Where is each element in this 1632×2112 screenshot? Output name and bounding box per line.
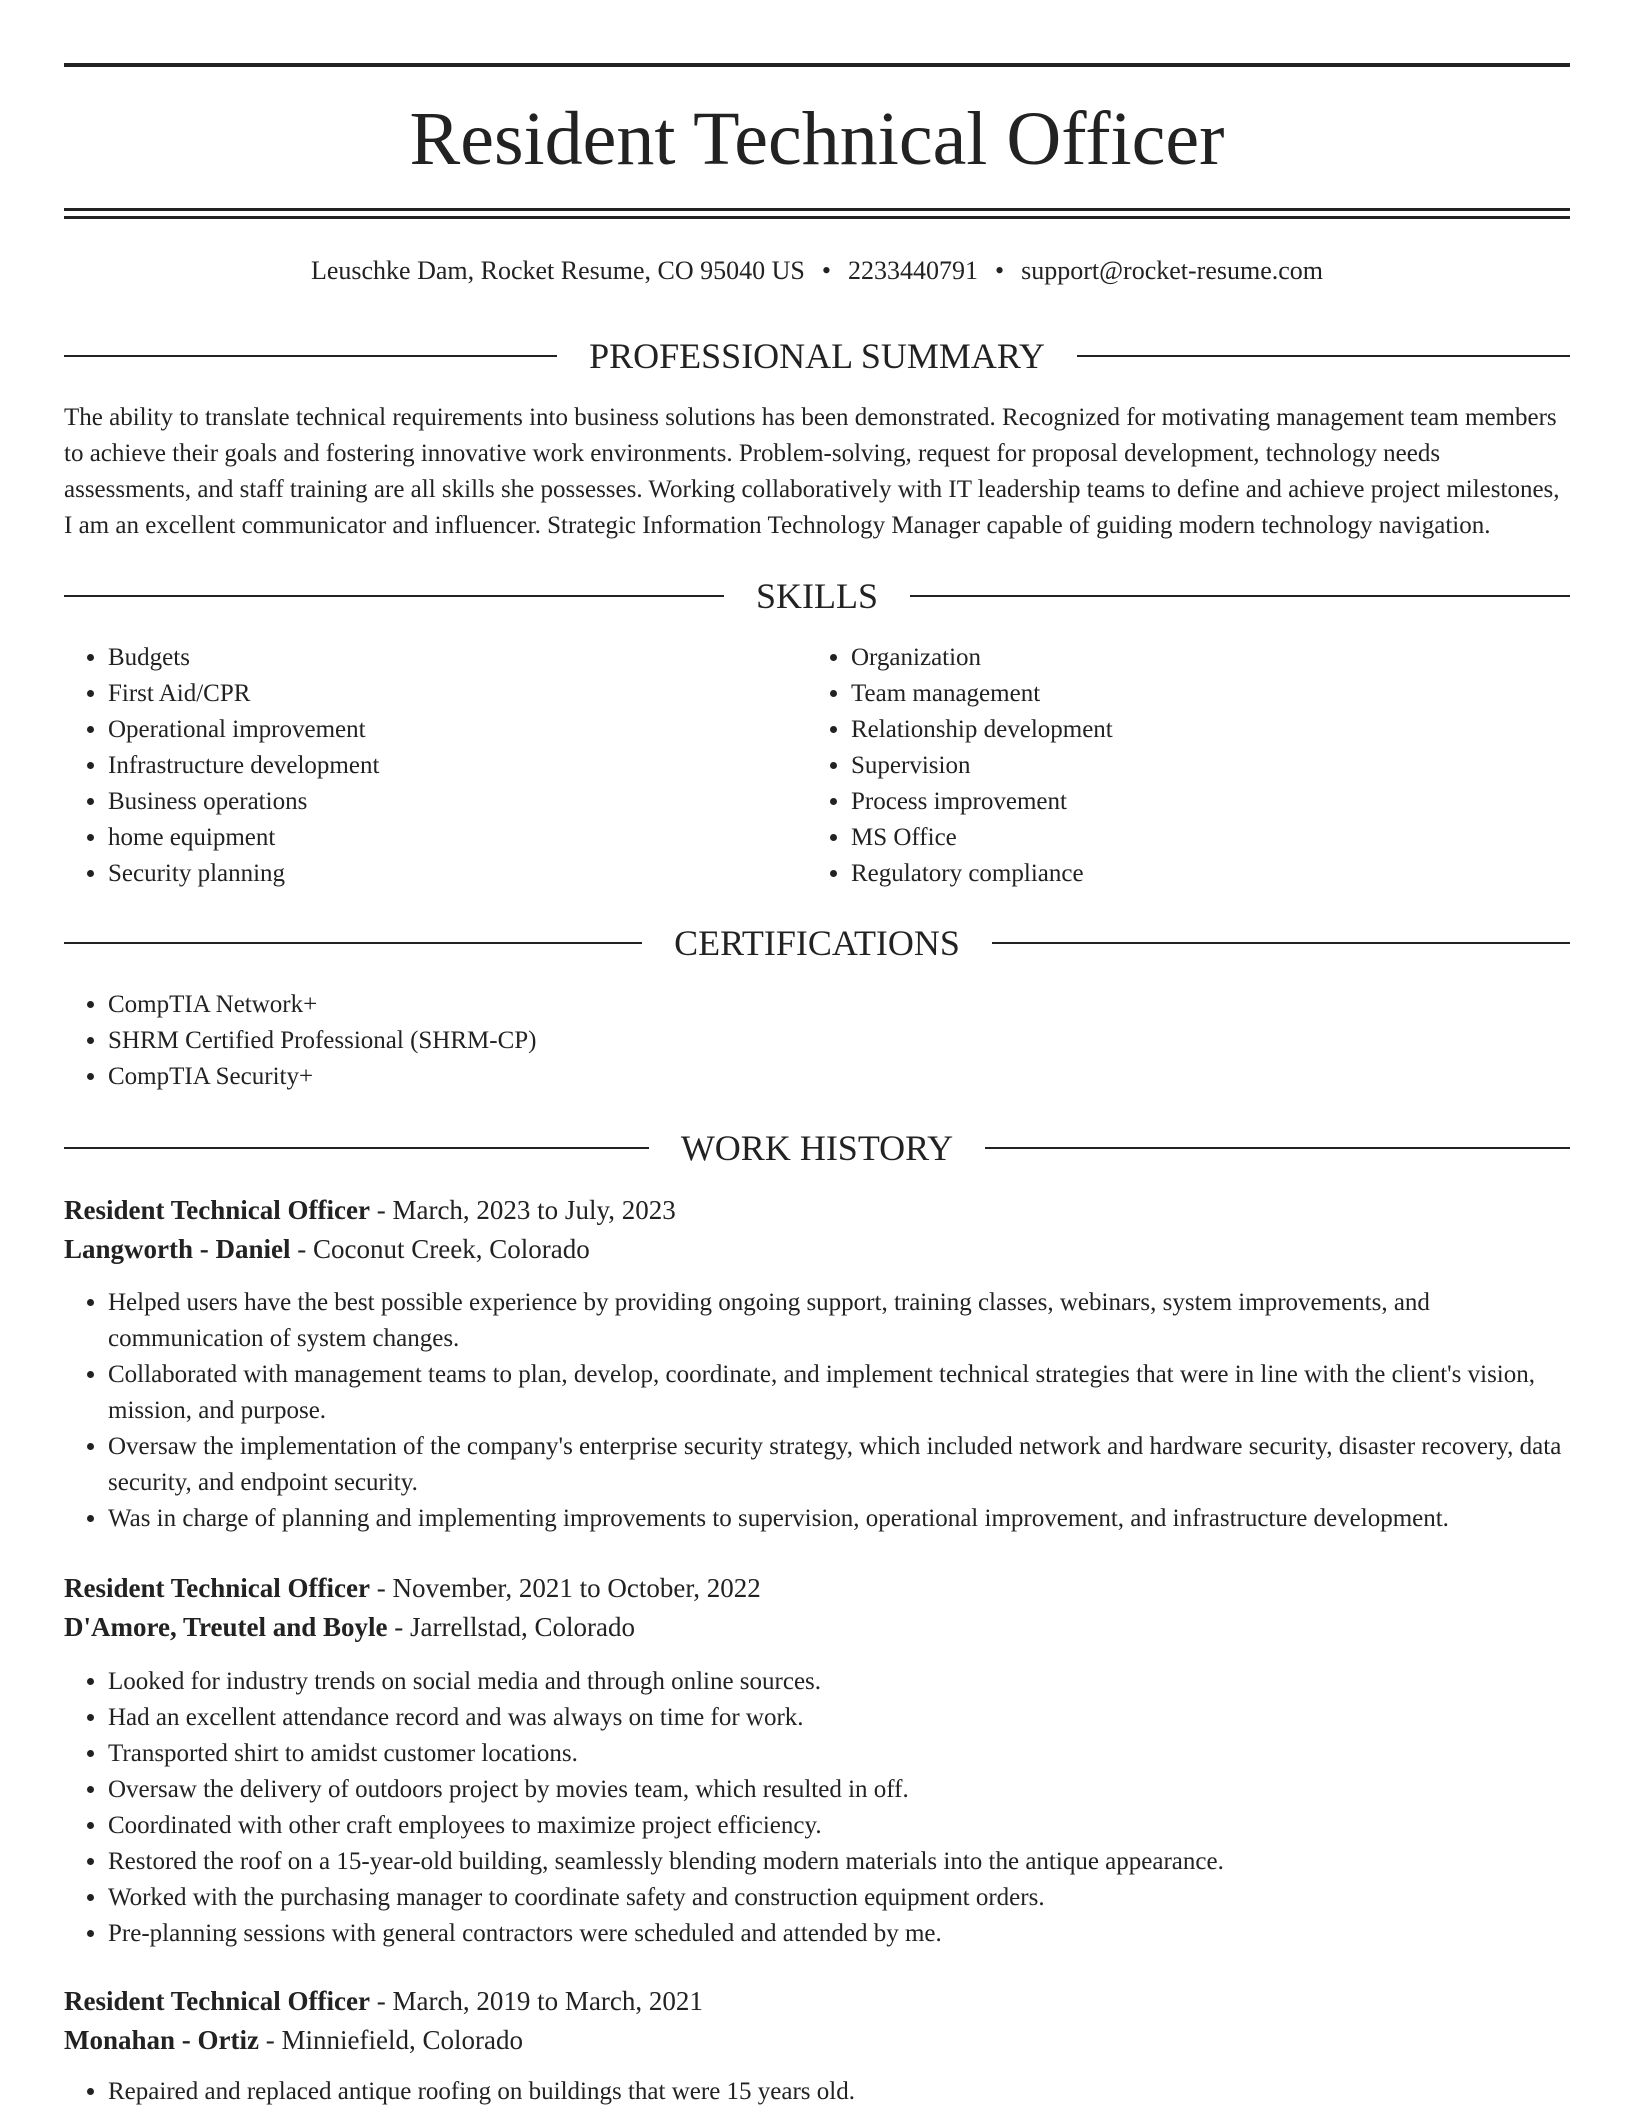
heading-rule-right: [985, 1147, 1570, 1149]
skill-item: • Infrastructure development: [108, 748, 807, 784]
heading-rule-left: [64, 1147, 649, 1149]
job-bullets: [64, 1285, 1570, 1537]
job-dates: March, 2023 to July, 2023: [392, 1195, 676, 1225]
job-bullets: [64, 2074, 1570, 2110]
skill-item: • Relationship development: [851, 712, 1570, 748]
certification-item: • CompTIA Security+: [108, 1059, 1570, 1095]
contact-phone: 2233440791: [848, 256, 978, 285]
job-entry: [64, 1569, 1570, 1952]
job-dates: November, 2021 to October, 2022: [392, 1573, 761, 1603]
summary-text: The ability to translate technical requirements into business solutions has been demonstrated. Recognized for motivating management team members to achieve their goals and fostering innovative work environments. Problem-solving, request for proposal development, technology needs assessments, and staff training are all skills she possesses. Working collaboratively with IT leadership teams to define and achieve project milestones, I am an excellent communicator and influencer. Strategic Information Technology Manager capable of guiding modern technology navigation.: [64, 404, 1560, 539]
job-bullet: • Worked with the purchasing manager to coordinate safety and construction equipment orders.: [108, 1880, 1570, 1916]
job-bullet: • Transported shirt to amidst customer locations.: [108, 1736, 1570, 1772]
double-rule: [64, 208, 1570, 219]
skill-item: • Regulatory compliance: [851, 856, 1570, 892]
skill-item: • First Aid/CPR: [108, 676, 807, 712]
job-bullet: • Looked for industry trends on social media and through online sources.: [108, 1664, 1570, 1700]
skill-item: • Business operations: [108, 784, 807, 820]
job-entry: [64, 1982, 1570, 2110]
job-location: Coconut Creek, Colorado: [313, 1234, 590, 1264]
job-bullet: • Oversaw the delivery of outdoors project by movies team, which resulted in off.: [108, 1772, 1570, 1808]
job-bullet: • Repaired and replaced antique roofing on buildings that were 15 years old.: [108, 2074, 1570, 2110]
job-bullet: • Was in charge of planning and implementing improvements to supervision, operational improvement, and infrastructure development.: [108, 1501, 1570, 1537]
section-heading-label: SKILLS: [756, 576, 879, 616]
job-entry: [64, 1191, 1570, 1537]
job-title: Resident Technical Officer: [64, 1195, 370, 1225]
section-heading-summary: [64, 334, 1570, 378]
contact-line: [64, 254, 1570, 288]
job-bullet: • Oversaw the implementation of the company's enterprise security strategy, which included network and hardware security, disaster recovery, data security, and endpoint security.: [108, 1429, 1570, 1501]
skill-item: • Process improvement: [851, 784, 1570, 820]
job-company-line: [64, 1608, 1570, 1647]
job-company: D'Amore, Treutel and Boyle: [64, 1612, 388, 1642]
heading-rule-right: [1077, 355, 1570, 357]
job-bullet: • Restored the roof on a 15-year-old building, seamlessly blending modern materials into the antique appearance.: [108, 1844, 1570, 1880]
certifications-list: [64, 987, 1570, 1095]
job-company-line: [64, 2021, 1570, 2060]
certification-item: • SHRM Certified Professional (SHRM-CP): [108, 1023, 1570, 1059]
job-title-line: [64, 1191, 1570, 1230]
job-title: Resident Technical Officer: [64, 1573, 370, 1603]
job-dash: -: [376, 1195, 386, 1225]
skill-item: • Budgets: [108, 640, 807, 676]
job-bullet: • Pre-planning sessions with general contractors were scheduled and attended by me.: [108, 1916, 1570, 1952]
skills-list-left: [64, 640, 807, 892]
job-bullet: • Collaborated with management teams to plan, develop, coordinate, and implement technical strategies that were in line with the client's vision, mission, and purpose.: [108, 1357, 1570, 1429]
contact-email: support@rocket-resume.com: [1021, 256, 1324, 285]
job-bullet: • Had an excellent attendance record and was always on time for work.: [108, 1700, 1570, 1736]
job-dates: March, 2019 to March, 2021: [392, 1986, 703, 2016]
skill-item: • Team management: [851, 676, 1570, 712]
heading-rule-right: [910, 595, 1570, 597]
job-company-line: [64, 1230, 1570, 1269]
job-location: Jarrellstad, Colorado: [410, 1612, 635, 1642]
section-heading-label: PROFESSIONAL SUMMARY: [589, 336, 1045, 376]
job-bullet: • Coordinated with other craft employees to maximize project efficiency.: [108, 1808, 1570, 1844]
skill-item: • MS Office: [851, 820, 1570, 856]
skill-item: • Operational improvement: [108, 712, 807, 748]
job-dash: -: [376, 1986, 386, 2016]
contact-separator: •: [821, 256, 831, 285]
job-title-line: [64, 1569, 1570, 1608]
section-heading-certifications: [64, 921, 1570, 965]
top-rule: [64, 63, 1570, 67]
job-dash: -: [394, 1612, 404, 1642]
job-company: Langworth - Daniel: [64, 1234, 291, 1264]
job-bullet: • Helped users have the best possible experience by providing ongoing support, training classes, webinars, system improvements, and communication of system changes.: [108, 1285, 1570, 1357]
job-location: Minniefield, Colorado: [281, 2025, 523, 2055]
job-bullets: [64, 1664, 1570, 1952]
job-company: Monahan - Ortiz: [64, 2025, 259, 2055]
job-dash: -: [376, 1573, 386, 1603]
heading-rule-left: [64, 595, 724, 597]
skill-item: • Supervision: [851, 748, 1570, 784]
page-title: Resident Technical Officer: [409, 97, 1225, 181]
skills-list-right: [807, 640, 1570, 892]
certification-item: • CompTIA Network+: [108, 987, 1570, 1023]
job-dash: -: [297, 1234, 307, 1264]
skills-grid: [64, 640, 1570, 892]
skill-item: • Security planning: [108, 856, 807, 892]
job-title-line: [64, 1982, 1570, 2021]
skill-item: • Organization: [851, 640, 1570, 676]
heading-rule-left: [64, 942, 642, 944]
job-title: Resident Technical Officer: [64, 1986, 370, 2016]
skill-item: • home equipment: [108, 820, 807, 856]
heading-rule-left: [64, 355, 557, 357]
section-heading-skills: [64, 574, 1570, 618]
section-heading-label: WORK HISTORY: [680, 1128, 954, 1168]
contact-separator: •: [995, 256, 1005, 285]
heading-rule-right: [992, 942, 1570, 944]
section-heading-work-history: [64, 1126, 1570, 1170]
job-dash: -: [265, 2025, 275, 2055]
contact-address: Leuschke Dam, Rocket Resume, CO 95040 US: [310, 256, 805, 285]
section-heading-label: CERTIFICATIONS: [674, 923, 960, 963]
